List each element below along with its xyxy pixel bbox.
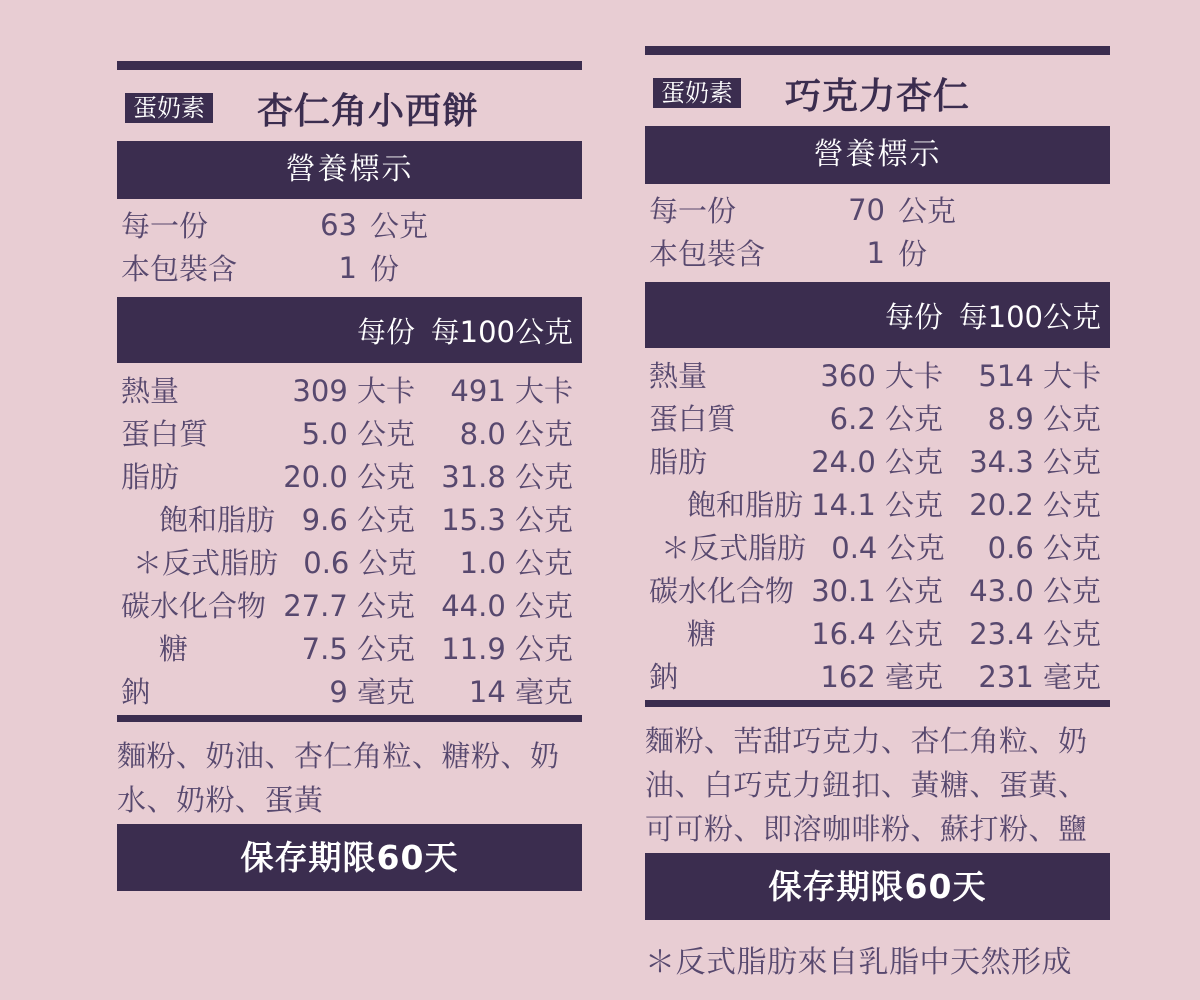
nutrient-value-per-serving: 14.1 公克 (811, 488, 944, 522)
nutrient-label: 脂肪 (649, 445, 708, 479)
nutrient-row (645, 439, 1110, 482)
nutrient-value-per-serving: 162 毫克 (820, 660, 943, 694)
nutrient-value-per-serving: 9.6 公克 (301, 503, 416, 537)
nutrient-label: 蛋白質 (121, 417, 209, 451)
nutrient-row (117, 583, 582, 626)
nutrition-header-bar: 營養標示 (645, 126, 1110, 184)
nutrient-value-per-serving: 6.2 公克 (829, 402, 943, 436)
nutrient-table (117, 368, 582, 712)
column-header-per-serving: 每份 (356, 314, 415, 349)
shelf-life-bar: 保存期限60天 (645, 853, 1110, 920)
nutrient-value-per-100g: 8.0 公克 (459, 417, 573, 451)
nutrient-label: 熱量 (121, 374, 180, 408)
nutrient-label: 糖 (687, 617, 717, 651)
nutrient-value-per-100g: 14 毫克 (468, 675, 573, 709)
nutrient-label: ＊反式脂肪 (133, 546, 279, 580)
serving-row-label: 每一份 (649, 194, 737, 228)
nutrient-value-per-serving: 309 大卡 (292, 374, 415, 408)
nutrient-row (645, 654, 1110, 697)
nutrient-row (645, 396, 1110, 439)
nutrient-value-per-100g: 20.2 公克 (969, 488, 1101, 522)
serving-row-label: 本包裝含 (649, 237, 766, 271)
serving-row (117, 203, 582, 246)
serving-row-unit: 份 (370, 252, 400, 286)
serving-row-value: 63 (320, 207, 357, 242)
nutrient-label: 熱量 (649, 359, 708, 393)
nutrient-row (117, 454, 582, 497)
nutrient-value-per-100g: 31.8 公克 (441, 460, 573, 494)
nutrition-header-bar: 營養標示 (117, 141, 582, 199)
serving-info (117, 203, 582, 289)
nutrient-value-per-100g: 44.0 公克 (441, 589, 573, 623)
column-header-bar (117, 297, 582, 363)
nutrient-value-per-100g: 491 大卡 (450, 374, 573, 408)
nutrient-label: 鈉 (649, 660, 679, 694)
nutrient-value-per-serving: 0.4 公克 (831, 531, 945, 565)
serving-row (645, 188, 1110, 231)
nutrient-value-per-serving: 24.0 公克 (811, 445, 943, 479)
nutrient-row (645, 525, 1110, 568)
nutrient-row (117, 411, 582, 454)
label-header (117, 90, 582, 132)
product-title: 巧克力杏仁 (785, 75, 971, 117)
nutrient-value-per-100g: 231 毫克 (978, 660, 1101, 694)
nutrient-value-per-100g: 23.4 公克 (969, 617, 1101, 651)
nutrition-label-left (117, 61, 582, 891)
nutrient-value-per-serving: 0.6 公克 (303, 546, 417, 580)
nutrient-label: 糖 (159, 632, 189, 666)
nutrient-row (117, 497, 582, 540)
serving-row (645, 231, 1110, 274)
nutrient-row (645, 568, 1110, 611)
serving-row-unit: 公克 (370, 209, 429, 243)
serving-row-value: 1 (338, 250, 357, 285)
top-divider (117, 61, 582, 70)
serving-row-label: 本包裝含 (121, 252, 238, 286)
serving-row-value: 1 (866, 235, 885, 270)
nutrient-row (117, 626, 582, 669)
serving-row-value: 70 (848, 192, 885, 227)
nutrient-label: 脂肪 (121, 460, 180, 494)
label-header (645, 75, 1110, 117)
nutrient-value-per-serving: 360 大卡 (820, 359, 943, 393)
nutrient-value-per-serving: 16.4 公克 (811, 617, 943, 651)
nutrient-value-per-100g: 34.3 公克 (969, 445, 1101, 479)
nutrient-value-per-100g: 11.9 公克 (441, 632, 573, 666)
nutrient-value-per-serving: 5.0 公克 (301, 417, 415, 451)
nutrient-value-per-100g: 43.0 公克 (969, 574, 1101, 608)
serving-row-unit: 份 (898, 237, 928, 271)
nutrition-label-right (645, 46, 1110, 981)
table-bottom-divider (645, 700, 1110, 707)
column-header-bar (645, 282, 1110, 348)
shelf-life-bar: 保存期限60天 (117, 824, 582, 891)
nutrient-row (645, 482, 1110, 525)
nutrient-value-per-100g: 8.9 公克 (987, 402, 1101, 436)
column-header-per-serving: 每份 (884, 299, 943, 334)
nutrient-label: 碳水化合物 (121, 589, 267, 623)
nutrient-value-per-100g: 514 大卡 (978, 359, 1101, 393)
nutrient-label: 鈉 (121, 675, 151, 709)
nutrient-row (645, 353, 1110, 396)
nutrient-value-per-serving: 20.0 公克 (283, 460, 415, 494)
top-divider (645, 46, 1110, 55)
diet-badge: 蛋奶素 (653, 78, 741, 108)
serving-row (117, 246, 582, 289)
ingredients-text: 麵粉、奶油、杏仁角粒、糖粉、奶水、奶粉、蛋黃 (117, 739, 560, 817)
nutrient-row (117, 540, 582, 583)
nutrient-value-per-100g: 0.6 公克 (987, 531, 1101, 565)
product-title: 杏仁角小西餅 (257, 90, 480, 132)
nutrient-label: 碳水化合物 (649, 574, 795, 608)
nutrient-value-per-serving: 9 毫克 (329, 675, 415, 709)
column-header-per-100g: 每100公克 (430, 314, 573, 349)
nutrient-value-per-100g: 1.0 公克 (459, 546, 573, 580)
nutrient-value-per-serving: 30.1 公克 (811, 574, 943, 608)
table-bottom-divider (117, 715, 582, 722)
nutrient-label: 飽和脂肪 (159, 503, 276, 537)
ingredients-text: 麵粉、苦甜巧克力、杏仁角粒、奶油、白巧克力鈕扣、黃糖、蛋黃、可可粉、即溶咖啡粉、蘇打粉、鹽 (645, 724, 1088, 846)
nutrient-value-per-serving: 27.7 公克 (283, 589, 415, 623)
trans-fat-footnote: ＊反式脂肪來自乳脂中天然形成 (645, 945, 1072, 980)
nutrient-label: 飽和脂肪 (687, 488, 804, 522)
serving-row-unit: 公克 (898, 194, 957, 228)
nutrient-value-per-serving: 7.5 公克 (301, 632, 415, 666)
nutrient-label: ＊反式脂肪 (661, 531, 807, 565)
column-header-per-100g: 每100公克 (958, 299, 1101, 334)
serving-info (645, 188, 1110, 274)
nutrient-row (117, 368, 582, 411)
nutrient-row (117, 669, 582, 712)
nutrient-row (645, 611, 1110, 654)
nutrient-value-per-100g: 15.3 公克 (441, 503, 573, 537)
nutrient-label: 蛋白質 (649, 402, 737, 436)
nutrient-table (645, 353, 1110, 697)
serving-row-label: 每一份 (121, 209, 209, 243)
diet-badge: 蛋奶素 (125, 93, 213, 123)
